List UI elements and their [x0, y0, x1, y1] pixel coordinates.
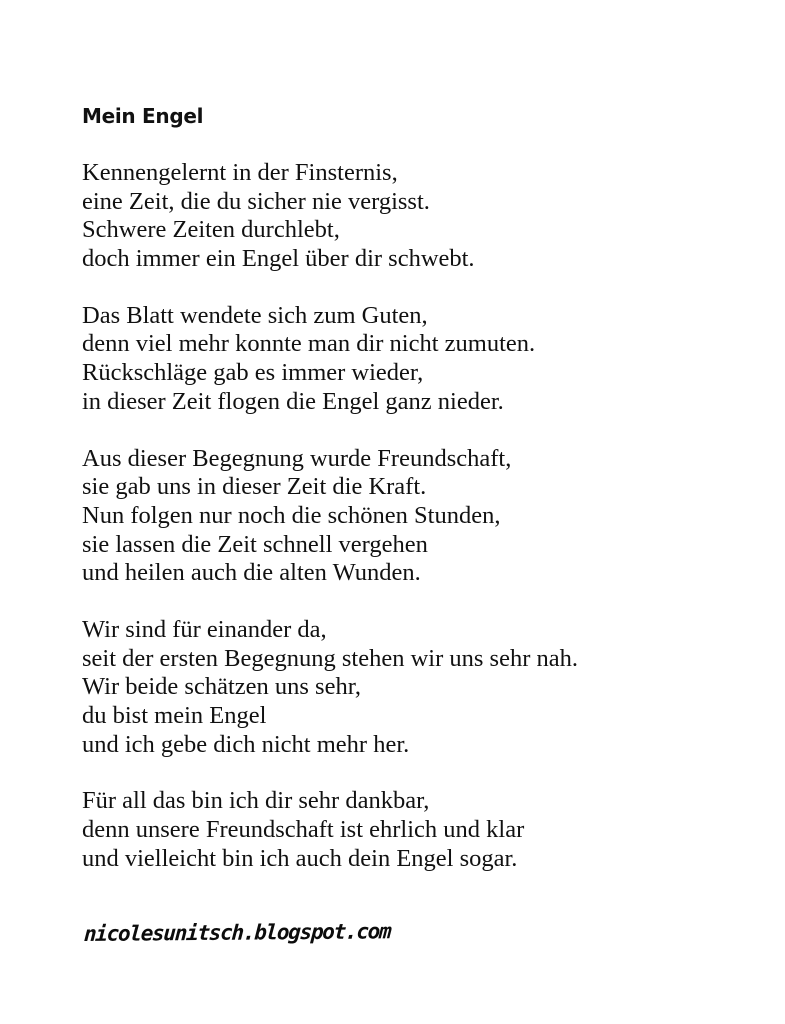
poem-line: Für all das bin ich dir sehr dankbar,: [82, 787, 430, 815]
poem-line: doch immer ein Engel über dir schwebt.: [82, 245, 475, 273]
poem-line: und ich gebe dich nicht mehr her.: [82, 730, 410, 758]
poem-line: Wir sind für einander da,: [82, 615, 327, 643]
poem-line: eine Zeit, die du sicher nie vergisst.: [82, 187, 430, 215]
poem-line: sie gab uns in dieser Zeit die Kraft.: [82, 473, 427, 501]
poem-line: du bist mein Engel: [82, 702, 267, 729]
poem-line: Nun folgen nur noch die schönen Stunden,: [82, 501, 501, 529]
poem-line: Aus dieser Begegnung wurde Freundschaft,: [82, 444, 512, 472]
blog-signature: nicolesunitsch.blogspot.com: [83, 919, 392, 946]
poem-line: Das Blatt wendete sich zum Guten,: [82, 301, 428, 329]
stanza-1: [82, 159, 762, 274]
poem-line: und vielleicht bin ich auch dein Engel sogar.: [82, 844, 518, 872]
poem-line: sie lassen die Zeit schnell vergehen: [82, 530, 428, 558]
stanza-4: [82, 616, 762, 759]
poem-line: in dieser Zeit flogen die Engel ganz nieder.: [82, 387, 504, 415]
stanza-5: [82, 787, 762, 873]
poem-line: denn viel mehr konnte man dir nicht zumuten.: [82, 330, 536, 358]
poem-body: [82, 159, 762, 901]
poem-line: Schwere Zeiten durchlebt,: [82, 216, 340, 244]
poem-line: Wir beide schätzen uns sehr,: [82, 673, 361, 701]
poem-line: seit der ersten Begegnung stehen wir uns sehr nah.: [82, 644, 578, 672]
poem-line: und heilen auch die alten Wunden.: [82, 559, 421, 587]
stanza-3: [82, 445, 762, 588]
poem-title: Mein Engel: [82, 104, 204, 128]
poem-line: denn unsere Freundschaft ist ehrlich und klar: [82, 816, 525, 844]
poem-line: Kennengelernt in der Finsternis,: [82, 159, 398, 186]
stanza-2: [82, 302, 762, 417]
poem-line: Rückschläge gab es immer wieder,: [82, 359, 424, 387]
